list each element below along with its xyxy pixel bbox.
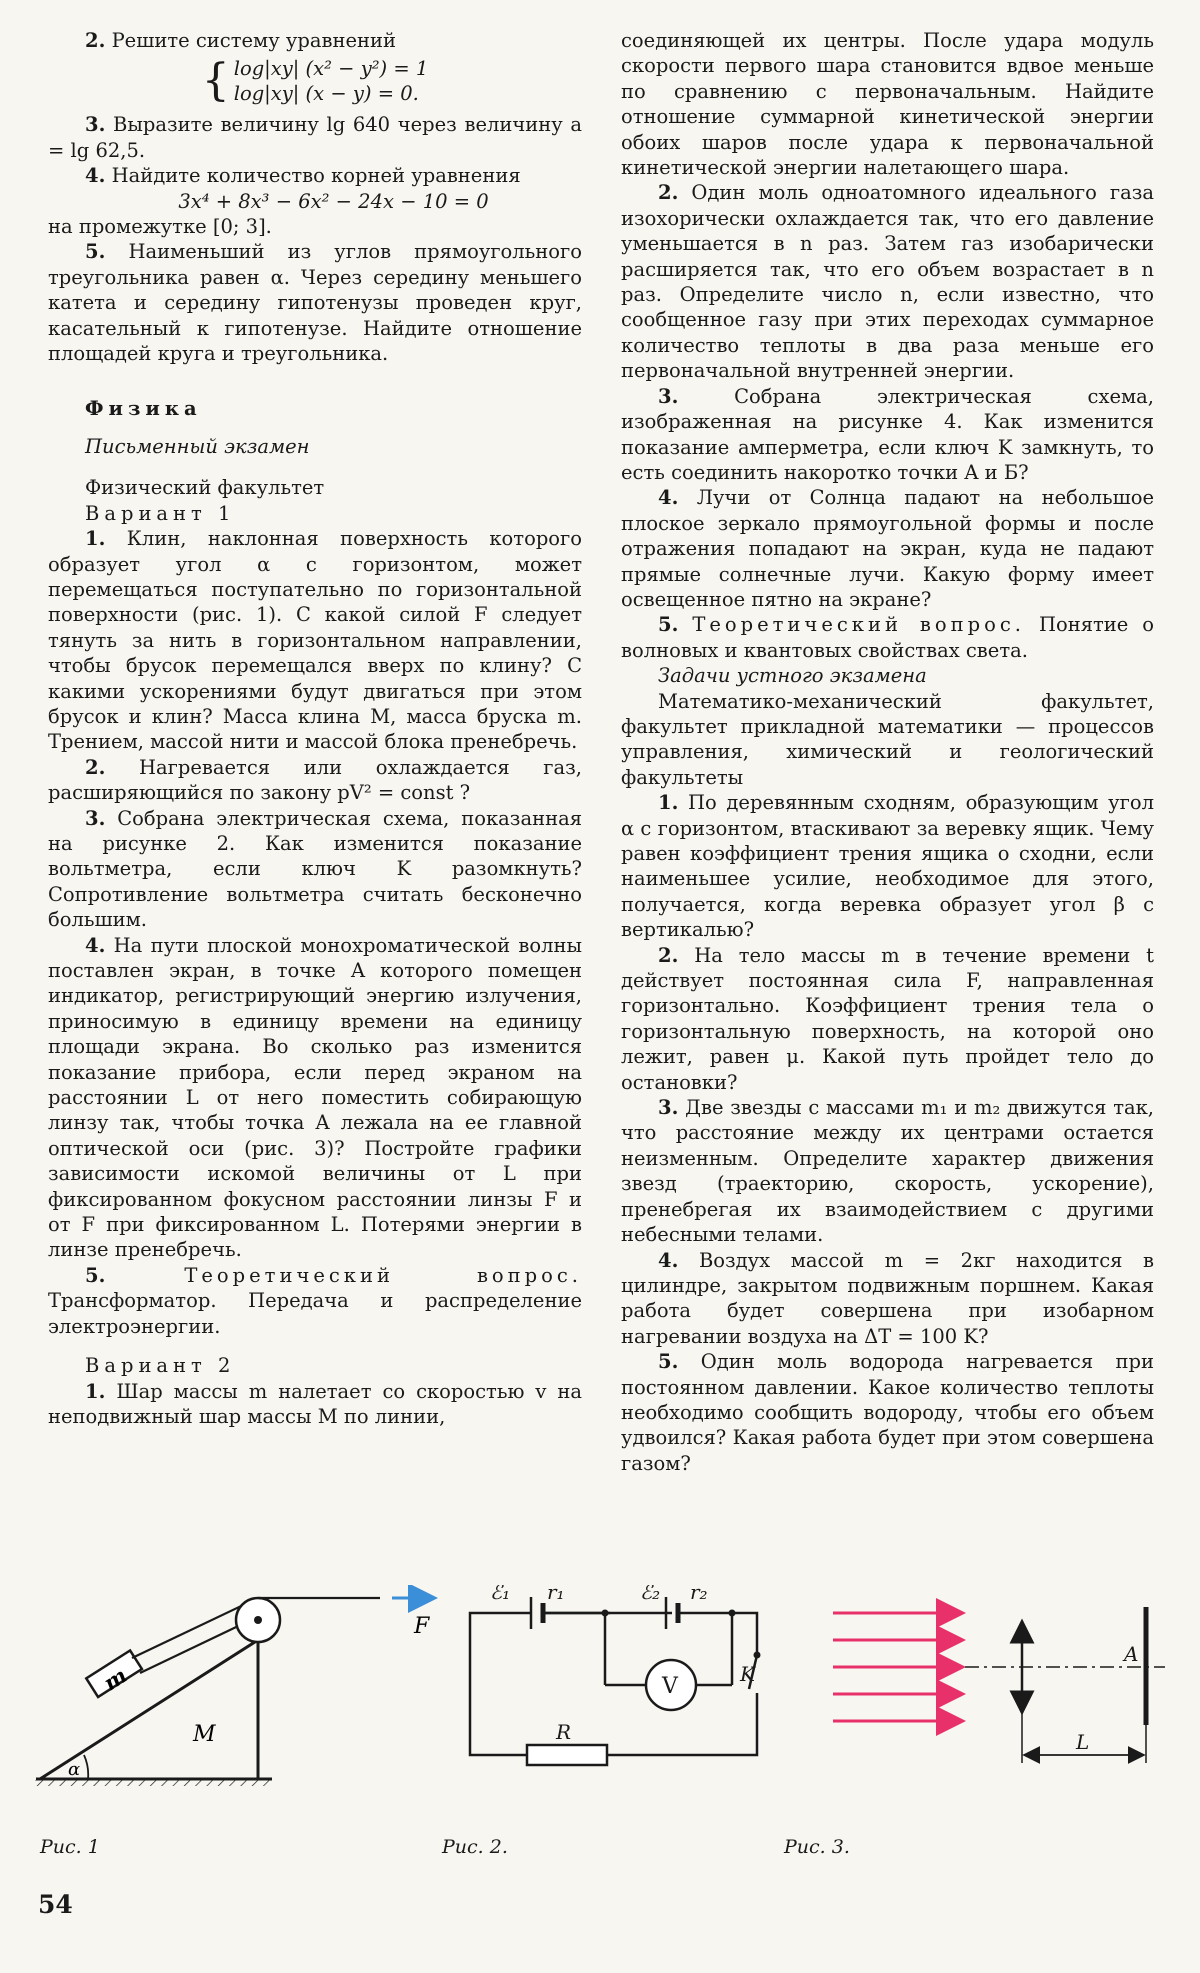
variant-2-title: Вариант 2 — [85, 1354, 236, 1378]
physics-title: Физика — [85, 397, 202, 421]
v2-problem-3: 3. Собрана электрическая схема, изображенная на рисунке 4. Как изменится показание амперметра, если ключ K замкнуть, то есть соединить накоротко точки A и Б? — [621, 384, 1154, 484]
interval-text: на промежутке [0; 3]. — [48, 215, 272, 239]
v1-problem-4: 4. На пути плоской монохроматической волны поставлен экран, в точке A которого помещен индикатор, регистрирующий энергию излучения, приносимую в единицу времени на единицу площади экрана. Во сколько раз изменится показание прибора, если перед экраном на расстоянии L от него поместить собирающую линзу так, чтобы точка A лежала на ее главной оптической оси (рис. 3)? Постройте графики зависимости искомой величины от L при фиксированном фокусном расстоянии линзы F и от F при фиксированном L. Потерями энергии в линзе пренебречь. — [48, 933, 582, 1262]
figure-2-circuit — [470, 1597, 761, 1765]
caption-fig-3: Рис. 3. — [784, 1836, 850, 1858]
v2-problem-1-continued: соединяющей их центры. После удара модуль скорости первого шара становится вдвое меньше по сравнению с первоначальным. Найдите отношение суммарной кинетической энергии обоих шаров после удара к первоначальной кинетической энергии налетающего шара. — [621, 29, 1154, 180]
junction-1 — [602, 1610, 609, 1617]
variant-1-title: Вариант 1 — [85, 501, 236, 525]
label-e2: ℰ₂ — [640, 1585, 661, 1604]
label-r1: r₁ — [547, 1585, 565, 1604]
equation-system — [48, 56, 582, 106]
pulley-axle — [254, 1616, 262, 1624]
v1-problem-3: 3. Собрана электрическая схема, показанная на рисунке 2. Как изменится показание вольтметра, если ключ K разомкнуть? Сопротивление вольтметра считать бесконечно большим. — [48, 806, 582, 932]
oral-problem-3: 3. Две звезды с массами m₁ и m₂ движутся так, что расстояние между их центрами остается неизменным. Определите характер движения звезд (траекторию, скорость, ускорение), пренебрегая их взаимодействием с другими небесными телами. — [621, 1096, 1154, 1247]
system-line-1: log|xy| (x² − y²) = 1 — [233, 57, 429, 81]
v1-problem-5: 5. Теоретический вопрос. Трансформатор. Передача и распределение электроэнергии. — [48, 1263, 583, 1338]
label-m: m — [98, 1662, 132, 1696]
caption-fig-1: Рис. 1 — [40, 1836, 100, 1858]
v2-problem-5: 5. Теоретический вопрос. Понятие о волновых и квантовых свойствах света. — [621, 613, 1155, 662]
v1-problem-2: 2. Нагревается или охлаждается газ, расширяющийся по закону pV² = const ? — [48, 755, 582, 805]
oral-problem-4: 4. Воздух массой m = 2кг находится в цилиндре, закрытом подвижным поршнем. Какая работа будет совершена при изобарном нагревании воздуха на ΔT = 100 K? — [621, 1248, 1154, 1348]
brace-icon: { — [201, 55, 230, 107]
oral-exam-title: Задачи устного экзамена — [658, 664, 927, 688]
label-r2: r₂ — [690, 1585, 708, 1604]
left-column — [48, 28, 582, 1429]
label-alpha: α — [68, 1759, 81, 1780]
figures-row — [0, 1585, 1200, 1845]
wire-right-top — [743, 1613, 757, 1655]
v1-problem-1: 1. Клин, наклонная поверхность которого образует угол α с горизонтом, может перемещаться поступательно по горизонтальной поверхности (рис. 1). С какой силой F следует тянуть за нить в горизонтальном направлении, чтобы брусок перемещался вверх по клину? С какими ускорениями будут двигаться при этом брусок и клин? Масса клина M, масса бруска m. Трением, массой нити и массой блока пренебречь. — [48, 527, 582, 754]
label-R: R — [556, 1720, 572, 1744]
label-V: V — [662, 1674, 678, 1699]
faculty-title: Физический факультет — [85, 476, 325, 500]
v2-problem-1: 1. Шар массы m налетает со скоростью v на неподвижный шар массы M по линии, — [48, 1379, 582, 1428]
v2-problem-4: 4. Лучи от Солнца падают на небольшое плоское зеркало прямоугольной формы и после отражения попадают на экран, куда не падают прямые солнечные лучи. Какую форму имеет освещенное пятно на экране? — [621, 486, 1155, 611]
written-exam-title: Письменный экзамен — [85, 434, 310, 458]
resistor-R — [527, 1745, 607, 1765]
switch-contact — [754, 1652, 761, 1659]
wire-left — [470, 1613, 531, 1755]
math-item-3: 3. Выразите величину lg 640 через величину a = lg 62,5. — [48, 113, 582, 162]
figure-3-lens — [833, 1607, 1165, 1763]
junction-2 — [729, 1610, 736, 1617]
math-item-2: 2. Решите систему уравнений — [85, 29, 396, 52]
figure-1-wedge — [36, 1598, 432, 1786]
oral-problem-2: 2. На тело массы m в течение времени t действует постоянная сила F, направленная горизонтально. Коэффициент трения тела о горизонтальную поверхность, на которой оно лежит, равен μ. Какой путь пройдет тело до остановки? — [621, 943, 1154, 1094]
math-item-4: 4. Найдите количество корней уравнения — [85, 164, 521, 188]
v2-problem-2: 2. Один моль одноатомного идеального газа изохорически охлаждается так, что его давление уменьшается в n раз. Затем газ изобарически расширяется так, что его объем возрастает в n раз. Определите число n, если известно, что сообщенное газу при этих переходах суммарное количество теплоты в два раза меньше его первоначальной внутренней энергии. — [621, 181, 1154, 383]
label-F: F — [414, 1614, 430, 1639]
oral-problem-1: 1. По деревянным сходням, образующим угол α с горизонтом, втаскивают за веревку ящик. Чему равен коэффициент трения ящика о сходни, если наименьшее усилие, необходимое для этого, получается, когда веревка образует угол β с вертикалью? — [621, 791, 1155, 942]
label-e1: ℰ₁ — [490, 1585, 511, 1604]
oral-faculty: Математико-механический факультет, факультет прикладной математики — процессов управления, химический и геологический факультеты — [621, 689, 1154, 789]
angle-arc — [84, 1755, 88, 1779]
label-M: M — [193, 1722, 216, 1747]
label-K: K — [740, 1662, 755, 1686]
polynomial-equation: 3x⁴ + 8x³ − 6x² − 24x − 10 = 0 — [178, 189, 489, 213]
page-number: 54 — [38, 1890, 73, 1919]
label-A: A — [1124, 1642, 1139, 1666]
right-column — [621, 28, 1154, 1476]
label-L: L — [1076, 1730, 1090, 1754]
system-line-2: log|xy| (x − y) = 0. — [233, 82, 419, 106]
oral-problem-5: 5. Один моль водорода нагревается при постоянном давлении. Какое количество теплоты необходимо сообщить водороду, чтобы его объем удвоился? Какая работа будет при этом совершена газом? — [621, 1350, 1154, 1475]
math-item-5: 5. Наименьший из углов прямоугольного треугольника равен α. Через середину меньшего катета и середину гипотенузы проведен круг, касательный к гипотенузе. Найдите отношение площадей круга и треугольника. — [48, 240, 582, 366]
caption-fig-2: Рис. 2. — [442, 1836, 508, 1858]
